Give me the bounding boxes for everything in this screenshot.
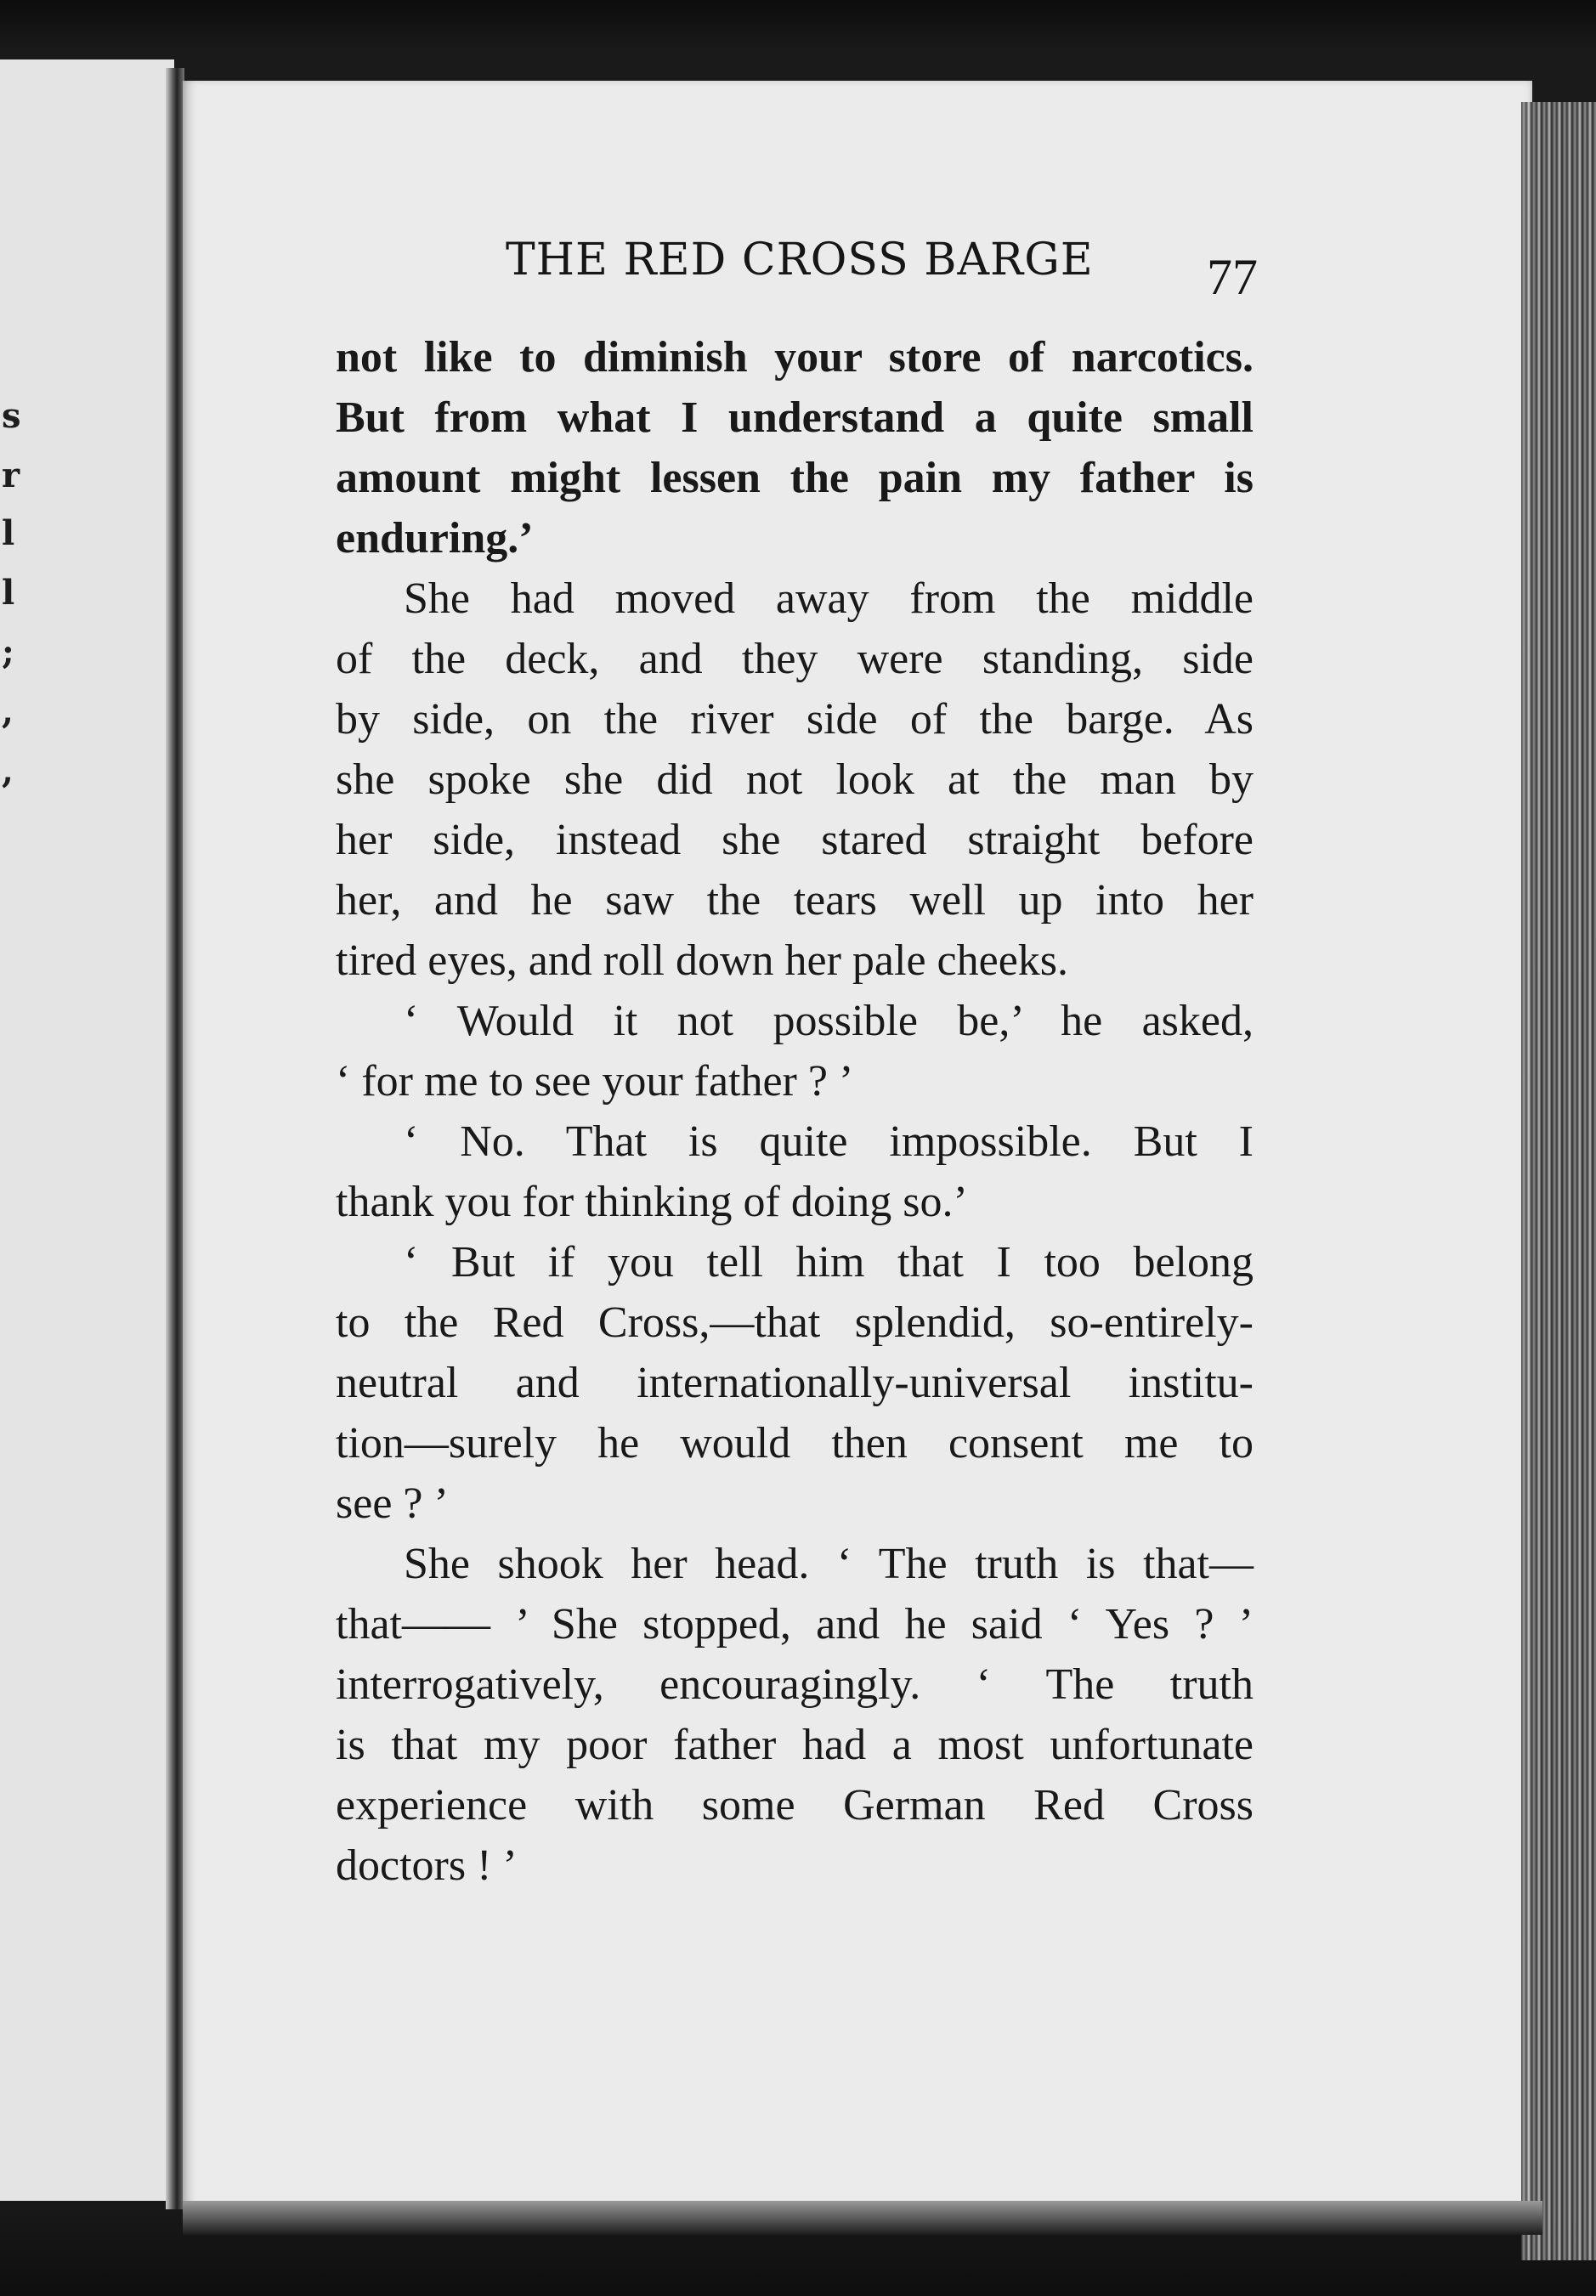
text-line: doctors ! ’ [336,1841,518,1890]
text-line: ‘ Would it not possible be,’ he asked, [404,997,1254,1045]
text-line: interrogatively, encouragingly. ‘ The truth [336,1660,1254,1709]
text-line: tion—surely he would then consent me to [336,1419,1254,1468]
previous-page-fragment: , [2,751,14,791]
text-line: She shook her head. ‘ The truth is that— [404,1540,1254,1588]
text-line: that—— ’ She stopped, and he said ‘ Yes ? ’ [336,1600,1254,1648]
previous-page-fragment: l [2,513,15,553]
page-number: 77 [1207,249,1258,305]
text-line: see ? ’ [336,1479,449,1528]
previous-page-fragment: , [2,692,14,732]
previous-page-fragment: s [2,396,21,436]
text-line: But from what I understand a quite small [336,393,1254,442]
text-line: by side, on the river side of the barge. As [336,695,1254,744]
text-line: is that my poor father had a most unfortunate [336,1721,1254,1769]
book-gutter [166,68,184,2209]
text-line: of the deck, and they were standing, side [336,635,1254,683]
text-line: She had moved away from the middle [404,574,1254,623]
text-line: ‘ No. That is quite impossible. But I [404,1117,1254,1166]
text-line: to the Red Cross,—that splendid, so-entirely- [336,1298,1254,1347]
previous-page-edge [0,59,174,2201]
text-line: enduring.’ [336,514,534,563]
page-bottom-shadow [183,2201,1542,2235]
text-line: tired eyes, and roll down her pale cheeks. [336,936,1069,985]
text-line: she spoke she did not look at the man by [336,755,1254,804]
body-text [336,327,1254,1896]
running-head: THE RED CROSS BARGE [506,235,1094,286]
text-line: ‘ for me to see your father ? ’ [336,1057,854,1106]
page-edge-stack [1521,102,1596,2260]
text-line: her, and he saw the tears well up into her [336,876,1254,925]
text-line: not like to diminish your store of narcotics. [336,333,1254,382]
text-line: thank you for thinking of doing so.’ [336,1178,968,1226]
text-line: her side, instead she stared straight before [336,816,1254,864]
text-line: experience with some German Red Cross [336,1781,1254,1829]
text-line: ‘ But if you tell him that I too belong [404,1238,1254,1287]
previous-page-fragment: l [2,573,15,613]
text-line: neutral and internationally-universal institu- [336,1359,1254,1407]
text-line: amount might lessen the pain my father is [336,454,1254,502]
previous-page-fragment: ; [2,632,14,672]
previous-page-fragment: r [2,455,20,495]
